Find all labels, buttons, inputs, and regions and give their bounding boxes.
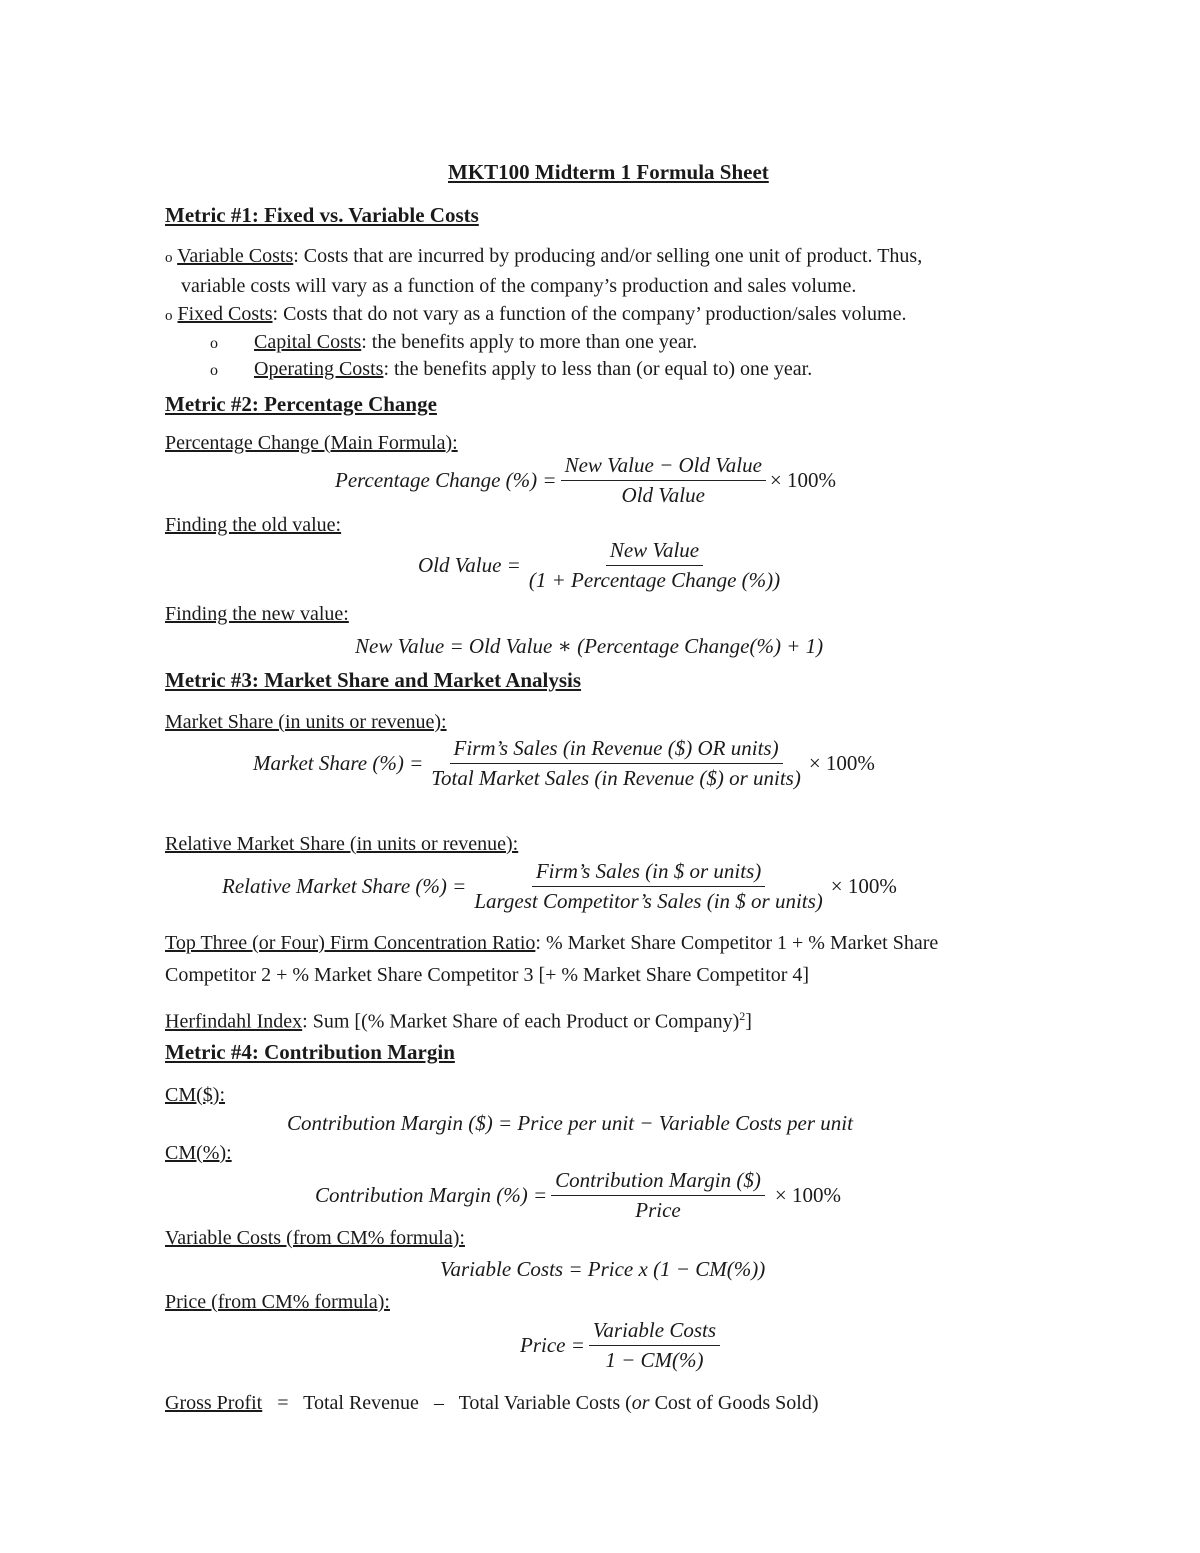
market-share-label: Market Share (in units or revenue): — [165, 711, 447, 733]
herfindahl-superscript: 2 — [739, 1009, 746, 1023]
capital-costs-term: Capital Costs — [254, 331, 362, 353]
new-value-label: Finding the new value: — [165, 603, 349, 625]
cm-dollar-label: CM($): — [165, 1084, 225, 1106]
bullet: o — [165, 250, 173, 266]
gross-profit-line — [165, 1390, 818, 1416]
gross-profit-variable-costs: Total Variable Costs ( — [458, 1392, 632, 1414]
operating-costs-line — [210, 356, 812, 384]
herfindahl-index-text: : Sum [(% Market Share of each Product or Company) — [302, 1010, 740, 1033]
formula-denominator: Largest Competitor’s Sales (in $ or units) — [474, 889, 823, 913]
fixed-costs-text: : Costs that do not vary as a function of the company’ production/sales volume. — [272, 303, 907, 325]
concentration-ratio-line-2: Competitor 2 + % Market Share Competitor 3 [+ % Market Share Competitor 4] — [165, 964, 810, 986]
bullet: o — [165, 308, 173, 324]
formula-denominator: Total Market Sales (in Revenue ($) or units) — [431, 766, 801, 790]
herfindahl-index-line — [165, 1003, 752, 1035]
metric-2-heading: Metric #2: Percentage Change — [165, 392, 437, 416]
page-title: MKT100 Midterm 1 Formula Sheet — [448, 160, 769, 184]
variable-costs-cm-formula: Variable Costs = Price x (1 − CM(%)) — [440, 1257, 766, 1281]
formula-numerator: New Value − Old Value — [561, 453, 766, 481]
formula-numerator: Firm’s Sales (in $ or units) — [532, 859, 765, 887]
metric-4-heading: Metric #4: Contribution Margin — [165, 1040, 455, 1064]
formula-numerator: Firm’s Sales (in Revenue ($) OR units) — [450, 736, 783, 764]
old-value-label: Finding the old value: — [165, 514, 342, 536]
herfindahl-index-term: Herfindahl Index — [165, 1010, 303, 1033]
gross-profit-term: Gross Profit — [165, 1392, 263, 1414]
cm-percent-formula — [315, 1168, 841, 1223]
formula-numerator: Contribution Margin ($) — [551, 1168, 765, 1196]
gross-profit-cogs: Cost of Goods Sold) — [649, 1392, 819, 1414]
formula-denominator: Price — [635, 1198, 681, 1222]
formula-lhs: Contribution Margin (%) = — [315, 1183, 548, 1207]
cm-percent-label: CM(%): — [165, 1142, 232, 1164]
formula-lhs: Relative Market Share (%) = — [222, 874, 467, 898]
formula-lhs: Old Value = — [418, 553, 521, 577]
old-value-formula — [418, 538, 788, 593]
operating-costs-text: : the benefits apply to less than (or equal to) one year. — [383, 358, 813, 380]
formula-numerator: New Value — [606, 538, 703, 566]
formula-denominator: (1 + Percentage Change (%)) — [528, 568, 781, 592]
herfindahl-close-bracket: ] — [745, 1010, 752, 1033]
relative-market-share-label: Relative Market Share (in units or revenue): — [165, 833, 519, 855]
bullet: o — [210, 362, 218, 379]
formula-tail: × 100% — [774, 1183, 841, 1207]
formula-tail: × 100% — [830, 874, 897, 898]
formula-lhs: Market Share (%) = — [253, 751, 424, 775]
formula-lhs: Price = — [520, 1333, 585, 1357]
percentage-change-label: Percentage Change (Main Formula): — [165, 432, 458, 454]
new-value-formula: New Value = Old Value ∗ (Percentage Change(%) + 1) — [355, 634, 824, 658]
variable-costs-text: : Costs that are incurred by producing and/or selling one unit of product. Thus, — [293, 245, 923, 267]
percentage-change-formula — [335, 453, 836, 508]
capital-costs-text: : the benefits apply to more than one year. — [361, 331, 698, 353]
price-cm-label: Price (from CM% formula): — [165, 1291, 390, 1313]
formula-tail: × 100% — [769, 468, 836, 492]
variable-costs-term: Variable Costs — [177, 245, 294, 267]
formula-tail: × 100% — [808, 751, 875, 775]
gross-profit-equals: = — [277, 1392, 289, 1414]
bullet: o — [210, 335, 218, 352]
concentration-ratio-text: : % Market Share Competitor 1 + % Market Share — [535, 932, 939, 954]
market-share-formula — [253, 736, 875, 791]
variable-costs-cm-label: Variable Costs (from CM% formula): — [165, 1227, 465, 1249]
gross-profit-total-revenue: Total Revenue — [303, 1392, 419, 1414]
capital-costs-line — [210, 329, 697, 357]
metric-3-heading: Metric #3: Market Share and Market Analysis — [165, 668, 582, 692]
relative-market-share-formula — [222, 859, 897, 914]
formula-denominator: Old Value — [621, 483, 705, 507]
metric-1-heading: Metric #1: Fixed vs. Variable Costs — [165, 203, 479, 227]
formula-denominator: 1 − CM(%) — [605, 1348, 704, 1372]
variable-costs-line-2: variable costs will vary as a function of the company’s production and sales volume. — [181, 275, 857, 297]
gross-profit-or: or — [631, 1392, 650, 1414]
operating-costs-term: Operating Costs — [254, 358, 384, 380]
formula-lhs: Percentage Change (%) = — [335, 468, 557, 492]
cm-dollar-formula: Contribution Margin ($) = Price per unit − Variable Costs per unit — [287, 1111, 853, 1135]
fixed-costs-term: Fixed Costs — [177, 303, 273, 325]
formula-numerator: Variable Costs — [589, 1318, 720, 1346]
gross-profit-minus: – — [433, 1392, 444, 1414]
fixed-costs-line — [165, 301, 906, 329]
price-cm-formula — [520, 1318, 724, 1373]
concentration-ratio-line — [165, 930, 938, 956]
variable-costs-line — [165, 243, 922, 271]
concentration-ratio-term: Top Three (or Four) Firm Concentration Ratio — [165, 932, 536, 954]
